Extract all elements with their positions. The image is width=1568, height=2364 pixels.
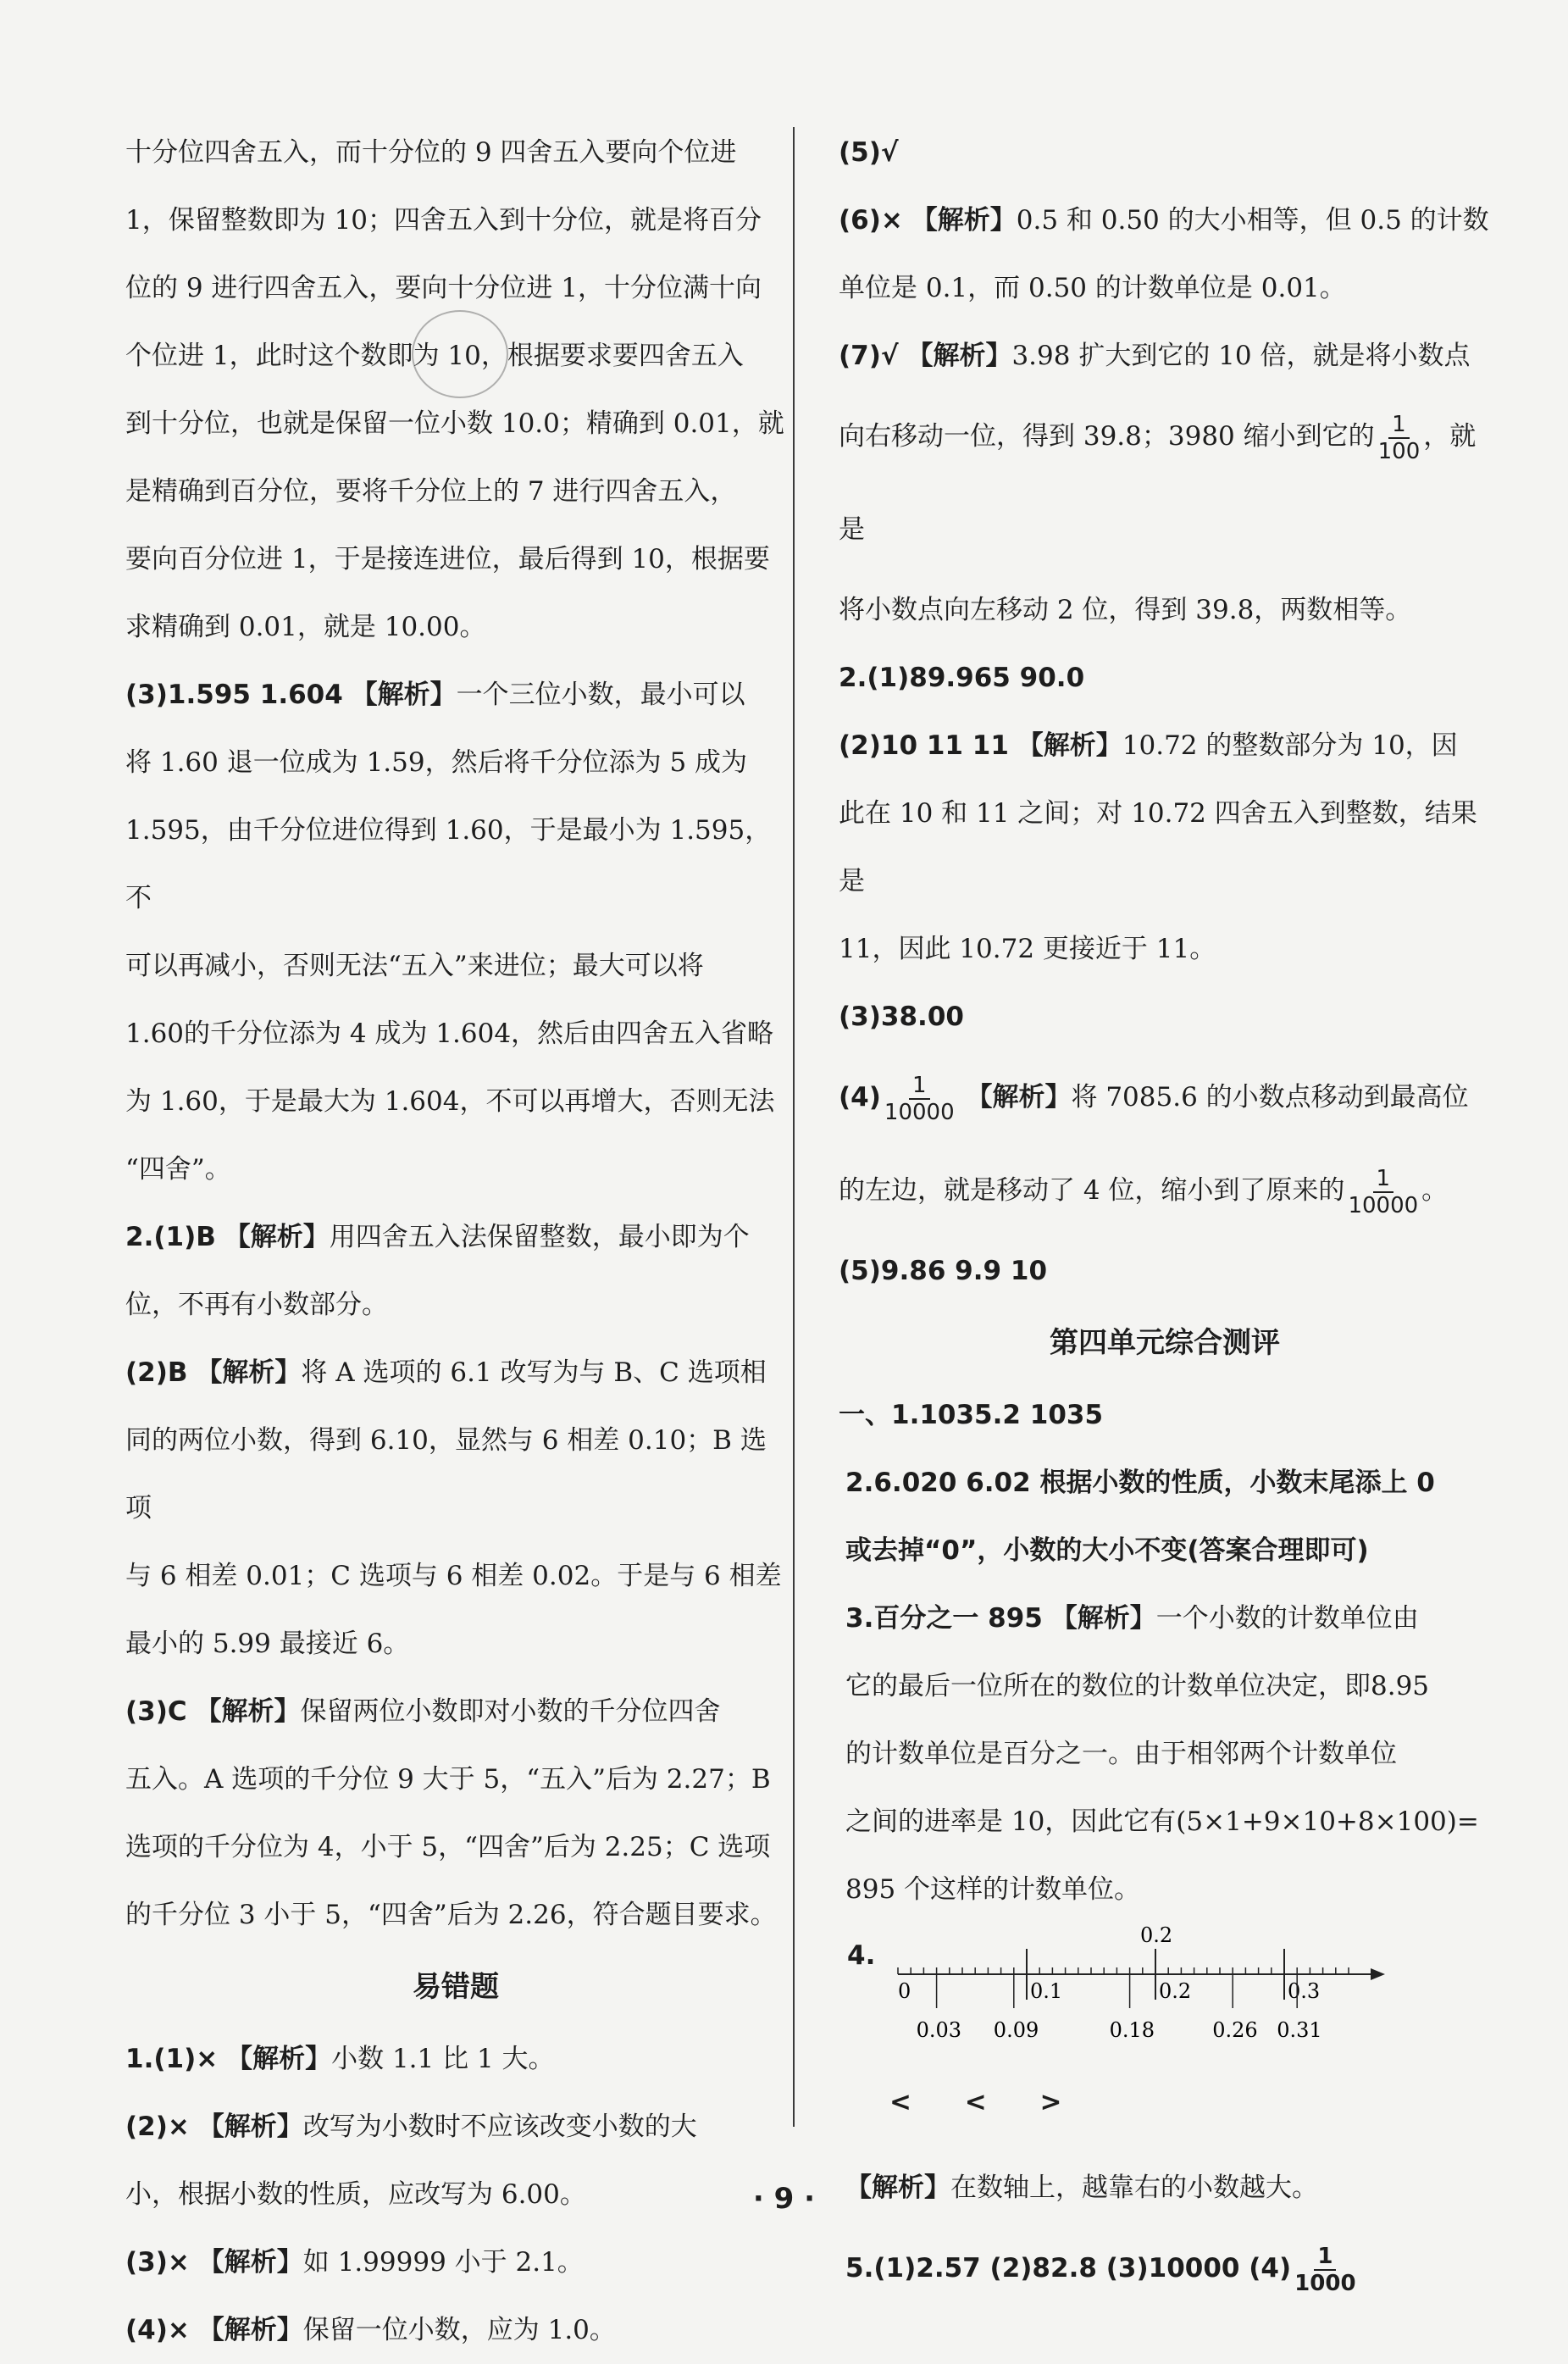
lower-tick-label: 0.31 xyxy=(1277,2018,1322,2042)
answer-text: 10.72 的整数部分为 10，因 xyxy=(1122,730,1458,761)
answer-lead: 1.(1)× xyxy=(125,2044,219,2074)
answer-line xyxy=(125,525,786,593)
answer-line xyxy=(125,1813,786,1881)
answer-line: 895 个这样的计数单位。 xyxy=(845,1874,1141,1905)
analysis-tag: 【解析】 xyxy=(1050,1603,1156,1634)
answer-line xyxy=(125,1407,786,1542)
answer-text: ，就是 xyxy=(839,421,1477,545)
analysis-tag: 【解析】 xyxy=(966,1082,1072,1113)
answer-lead: (6)× xyxy=(839,205,903,236)
answer-text: 最小的 5.99 最接近 6。 xyxy=(125,1629,410,1659)
answer-text: 1.595，由千分位进位得到 1.60，于是最小为 1.595，不 xyxy=(125,815,772,913)
answer-text: 。 xyxy=(1421,1175,1449,1206)
answer-line xyxy=(125,661,786,729)
answer-line xyxy=(125,119,786,186)
answer-text: 0.5 和 0.50 的大小相等，但 0.5 的计数 xyxy=(1016,205,1489,236)
answer-lead: (3)1.595 1.604 xyxy=(125,680,343,710)
answer-line xyxy=(125,1745,786,1813)
answer-line xyxy=(125,796,786,932)
answer-text: 将 7085.6 的小数点移动到最高位 xyxy=(1071,1082,1469,1113)
answer-text: 3.98 扩大到它的 10 倍，就是将小数点 xyxy=(1011,341,1471,371)
answer-lead: (7)√ xyxy=(839,341,899,371)
analysis-tag: 【解析】 xyxy=(911,205,1017,236)
answer-text: 的千分位 3 小于 5，“四舍”后为 2.26，符合题目要求。 xyxy=(125,1900,777,1930)
answer-line xyxy=(125,2025,786,2093)
answer-line: (3)38.00 xyxy=(839,1002,964,1032)
answer-text: 的左边，就是移动了 4 位，缩小到了原来的 xyxy=(839,1175,1345,1206)
analysis-tag: 【解析】 xyxy=(197,2315,303,2345)
upper-tick-label: 0.2 xyxy=(1159,1979,1192,2003)
answer-line xyxy=(839,2222,1491,2315)
answer-line: 一、1.1035.2 1035 xyxy=(839,1400,1104,1430)
answer-line: (5)9.86 9.9 10 xyxy=(839,1256,1048,1286)
answer-text: 一个三位小数，最小可以 xyxy=(456,680,745,710)
answer-text: 保留两位小数即对小数的千分位四舍 xyxy=(300,1696,721,1727)
answer-line: 11，因此 10.72 更接近于 11。 xyxy=(839,934,1216,964)
upper-tick-label: 0.3 xyxy=(1288,1979,1321,2003)
answer-line xyxy=(125,322,786,390)
lower-tick-label: 0.09 xyxy=(993,2018,1039,2042)
answer-text: 改写为小数时不应该改变小数的大 xyxy=(302,2112,697,2142)
answer-text: 1，保留整数即为 10；四舍五入到十分位，就是将百分 xyxy=(125,205,762,236)
answer-line xyxy=(125,1881,786,1949)
answer-text: 五入。A 选项的千分位 9 大于 5，“五入”后为 2.27；B xyxy=(125,1764,771,1795)
answer-text: 用四舍五入法保留整数，最小即为个 xyxy=(329,1222,750,1252)
answer-lead: (2)B xyxy=(125,1357,188,1388)
answer-line xyxy=(125,1678,786,1745)
answer-text: 选项的千分位为 4，小于 5，“四舍”后为 2.25；C 选项 xyxy=(125,1832,771,1862)
answer-text: 小，根据小数的性质，应改写为 6.00。 xyxy=(125,2179,586,2210)
answer-line: 2.(1)89.965 90.0 xyxy=(839,663,1085,693)
analysis-tag: 【解析】 xyxy=(224,1222,330,1252)
answer-line xyxy=(839,186,1491,254)
answer-line xyxy=(839,1051,1491,1144)
lower-tick-label: 0.03 xyxy=(916,2018,962,2042)
answer-text: 向右移动一位，得到 39.8；3980 缩小到它的 xyxy=(839,421,1375,452)
analysis-tag: 【解析】 xyxy=(1017,730,1122,761)
answer-text: 如 1.99999 小于 2.1。 xyxy=(302,2247,584,2278)
answer-lead: (2)× xyxy=(125,2112,190,2142)
number-line-block xyxy=(839,1923,1491,2050)
answer-line xyxy=(125,2093,786,2161)
analysis-tag: 【解析】 xyxy=(197,2247,303,2278)
fraction-numerator: 1 xyxy=(1314,2244,1336,2271)
answer-text: 保留一位小数，应为 1.0。 xyxy=(302,2315,616,2345)
analysis-tag: 【解析】 xyxy=(906,341,1012,371)
answer-line xyxy=(839,712,1491,780)
answer-line xyxy=(839,1144,1491,1237)
answer-line: 或去掉“0”，小数的大小不变(答案合理即可) xyxy=(845,1535,1369,1566)
fraction-numerator: 1 xyxy=(1388,412,1410,439)
answer-text: 位的 9 进行四舍五入，要向十分位进 1，十分位满十向 xyxy=(125,273,762,303)
fraction-numerator: 1 xyxy=(1373,1166,1394,1193)
answer-text: 同的两位小数，得到 6.10，显然与 6 相差 0.10；B 选项 xyxy=(125,1425,767,1523)
comparison-symbols: < < > xyxy=(889,2087,1084,2117)
answer-line: 它的最后一位所在的数位的计数单位决定，即8.95 xyxy=(845,1671,1430,1701)
answer-line xyxy=(125,1610,786,1678)
answer-line xyxy=(839,390,1491,576)
answer-line: 将小数点向左移动 2 位，得到 39.8，两数相等。 xyxy=(839,595,1412,625)
fraction-denominator: 1000 xyxy=(1294,2270,1356,2296)
answer-line xyxy=(125,593,786,661)
section-heading: 易错题 xyxy=(413,1970,499,2004)
answer-line xyxy=(125,254,786,322)
answer-text: 是精确到百分位，要将千分位上的 7 进行四舍五入， xyxy=(125,476,737,507)
answer-lead: 2.(1)B xyxy=(125,1222,216,1252)
fraction-numerator: 1 xyxy=(909,1073,930,1100)
answer-text: 可以再减小，否则无法“五入”来进位；最大可以将 xyxy=(125,951,704,981)
analysis-tag: 【解析】 xyxy=(226,2044,332,2074)
answer-text: 个位进 1，此时这个数即为 10，根据要求要四舍五入 xyxy=(125,341,744,371)
lower-tick-label: 0.26 xyxy=(1212,2018,1258,2042)
answer-line xyxy=(125,1135,786,1203)
answer-line xyxy=(125,932,786,1000)
number-line xyxy=(881,1923,1406,2050)
answer-lead: (4) xyxy=(839,1082,881,1113)
answer-text: 1.60的千分位添为 4 成为 1.604，然后由四舍五入省略 xyxy=(125,1018,774,1049)
answer-text: “四舍”。 xyxy=(125,1154,231,1185)
answer-text: 小数 1.1 比 1 大。 xyxy=(331,2044,555,2074)
answer-line: (5)√ xyxy=(839,137,899,168)
answer-lead: (2)10 11 11 xyxy=(839,730,1009,761)
answer-line xyxy=(839,322,1491,390)
answer-line: 的计数单位是百分之一。由于相邻两个计数单位 xyxy=(845,1739,1397,1769)
answer-lead: (4)× xyxy=(125,2315,190,2345)
page-number: · 9 · xyxy=(752,2182,816,2216)
lower-tick-label: 0.18 xyxy=(1109,2018,1155,2042)
answer-lead: 3.百分之一 895 xyxy=(845,1603,1043,1634)
answer-text: 一个小数的计数单位由 xyxy=(1155,1603,1419,1634)
answer-lead: (3)C xyxy=(125,1696,187,1727)
answer-text: 5.(1)2.57 (2)82.8 (3)10000 (4) xyxy=(845,2253,1292,2284)
answer-line xyxy=(125,186,786,254)
fraction-denominator: 10000 xyxy=(1348,1192,1419,1218)
analysis-tag: 【解析】 xyxy=(197,2112,303,2142)
upper-tick-label: 0 xyxy=(898,1979,911,2003)
analysis-tag: 【解析】 xyxy=(196,1357,302,1388)
answer-line xyxy=(125,1542,786,1610)
left-column xyxy=(125,119,786,2364)
right-column xyxy=(839,119,1491,2315)
answer-line: 之间的进率是 10，因此它有(5×1+9×10+8×100)= xyxy=(845,1806,1479,1837)
answer-line xyxy=(125,390,786,458)
answer-lead: (3)× xyxy=(125,2247,190,2278)
analysis-tag: 【解析】 xyxy=(195,1696,301,1727)
section-heading: 第四单元综合测评 xyxy=(1050,1326,1280,1360)
question-number: 4. xyxy=(847,1940,876,1971)
answer-line xyxy=(839,1584,1491,1652)
arrow-icon xyxy=(1371,1968,1385,1980)
answer-line xyxy=(125,1068,786,1135)
fraction-denominator: 100 xyxy=(1377,438,1421,464)
answer-text: 十分位四舍五入，而十分位的 9 四舍五入要向个位进 xyxy=(125,137,737,168)
answer-line xyxy=(125,458,786,525)
answer-text: 为 1.60，于是最大为 1.604，不可以再增大，否则无法 xyxy=(125,1086,775,1117)
answer-line: 此在 10 和 11 之间；对 10.72 四舍五入到整数，结果是 xyxy=(839,798,1477,896)
answer-line xyxy=(125,1339,786,1407)
answer-line xyxy=(125,729,786,796)
analysis-tag: 【解析】 xyxy=(845,2173,950,2203)
answer-text: 求精确到 0.01，就是 10.00。 xyxy=(125,612,486,642)
answer-text: 将 1.60 退一位成为 1.59，然后将千分位添为 5 成为 xyxy=(125,747,748,778)
fraction-denominator: 10000 xyxy=(884,1099,955,1125)
answer-line xyxy=(125,1271,786,1339)
analysis-tag: 【解析】 xyxy=(351,680,457,710)
answer-text: 与 6 相差 0.01；C 选项与 6 相差 0.02。于是与 6 相差 xyxy=(125,1561,782,1591)
column-divider xyxy=(793,127,795,2127)
answer-line xyxy=(125,2228,786,2296)
answer-line xyxy=(125,2296,786,2364)
answer-text: 将 A 选项的 6.1 改写为与 B、C 选项相 xyxy=(301,1357,767,1388)
fraction xyxy=(1294,2244,1355,2296)
answer-line: 单位是 0.1，而 0.50 的计数单位是 0.01。 xyxy=(839,273,1346,303)
answer-text: 要向百分位进 1，于是接连进位，最后得到 10，根据要 xyxy=(125,544,770,574)
top-label: 0.2 xyxy=(1140,1923,1173,1947)
answer-line xyxy=(125,1203,786,1271)
answer-text: 在数轴上，越靠右的小数越大。 xyxy=(950,2173,1318,2203)
answer-text: 位，不再有小数部分。 xyxy=(125,1290,388,1320)
fraction xyxy=(1378,412,1421,464)
upper-tick-label: 0.1 xyxy=(1030,1979,1063,2003)
fraction xyxy=(1348,1166,1418,1218)
fraction xyxy=(884,1073,955,1125)
answer-text: 到十分位，也就是保留一位小数 10.0；精确到 0.01，就 xyxy=(125,408,784,439)
answer-line: 2.6.020 6.02 根据小数的性质，小数末尾添上 0 xyxy=(845,1468,1435,1498)
answer-line xyxy=(125,1000,786,1068)
